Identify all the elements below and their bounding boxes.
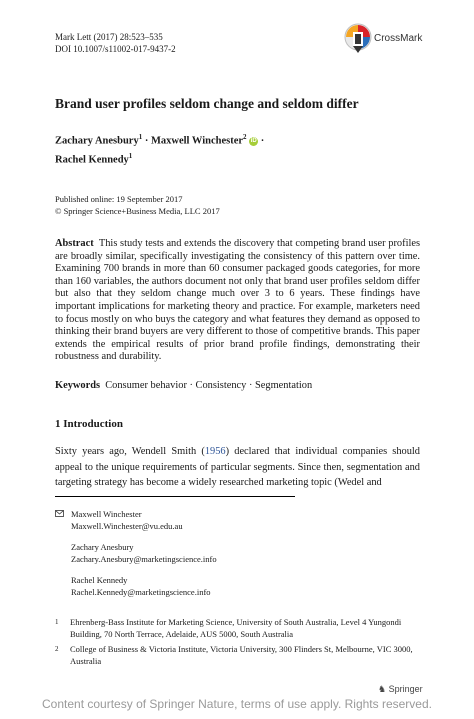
crossmark-label: CrossMark bbox=[374, 33, 423, 44]
affiliation-text: Ehrenberg-Bass Institute for Marketing Science, University of South Australia, Level 4 Yungondi Building, 70 North Terrace, Adelaide, AUS 5000, South Australia bbox=[70, 617, 402, 639]
paper-title: Brand user profiles seldom change and seldom differ bbox=[55, 96, 359, 111]
affiliation-text: College of Business & Victoria Institute, Victoria University, 300 Flinders St, Melbourne, VIC 3000, Australia bbox=[70, 644, 413, 666]
intro-text: Sixty years ago, Wendell Smith ( bbox=[55, 446, 205, 457]
springer-horse-icon: ♞ bbox=[378, 684, 387, 694]
author-name[interactable]: Rachel Kennedy bbox=[55, 154, 129, 165]
contact-list bbox=[71, 509, 217, 608]
author-list: Zachary Anesbury$^1$ · Maxwell Winchester$^2$ iD · Rachel Kennedy$^1$ bbox=[55, 133, 265, 165]
contact-entry bbox=[71, 509, 217, 532]
doi[interactable]: DOI 10.1007/s11002-017-9437-2 bbox=[55, 44, 176, 54]
contact-entry bbox=[71, 575, 217, 598]
publication-meta bbox=[55, 193, 220, 217]
contact-entry bbox=[71, 542, 217, 565]
publisher-name: Springer bbox=[388, 684, 423, 694]
courtesy-watermark: Content courtesy of Springer Nature, terms of use apply. Rights reserved. bbox=[42, 697, 432, 711]
affiliation-number: 1 bbox=[55, 618, 59, 626]
keywords bbox=[55, 380, 312, 391]
contact-email[interactable]: Maxwell.Winchester@vu.edu.au bbox=[71, 520, 183, 531]
copyright: © Springer Science+Business Media, LLC 2017 bbox=[55, 206, 220, 216]
keywords-text: Consumer behavior · Consistency · Segmentation bbox=[105, 380, 313, 391]
published-date: Published online: 19 September 2017 bbox=[55, 194, 183, 204]
author-name[interactable]: Maxwell Winchester bbox=[150, 135, 244, 147]
section-heading: 1 Introduction bbox=[55, 418, 123, 430]
journal-citation-block bbox=[55, 31, 176, 55]
affiliation-entry bbox=[55, 644, 425, 668]
citation-link[interactable]: 1956 bbox=[204, 446, 226, 457]
contact-name: Maxwell Winchester bbox=[71, 509, 142, 519]
affiliation-marker: 1 bbox=[138, 133, 143, 141]
abstract-text: This study tests and extends the discovery that competing brand user profiles are broadly similar, specifically investigating the consistency of this pattern over time. Examining 700 brands in more than 60 consumer packaged goods categories, for more than 160 variables, the authors document not only that brand user profiles seldom differ but also that they seldom change much over 3 to 6 years. These findings have important implications for marketing theory and practice. For example, marketers need to focus mostly on who buys the category and what features they demand as opposed to thinking their brand buyers are very different to those of competitive brands. This paper extends the empirical results of prior brand profile findings, demonstrating their robustness and durability. bbox=[55, 238, 420, 363]
author-name[interactable]: Zachary Anesbury bbox=[55, 135, 139, 147]
orcid-icon[interactable]: iD bbox=[250, 137, 257, 144]
keywords-label: Keywords bbox=[55, 380, 101, 391]
abstract bbox=[55, 238, 420, 364]
envelope-icon bbox=[55, 510, 64, 517]
affiliation-marker: 1 bbox=[128, 151, 133, 160]
publisher-logo bbox=[378, 684, 423, 695]
intro-paragraph bbox=[55, 444, 420, 491]
contact-name: Zachary Anesbury bbox=[71, 542, 134, 552]
affiliation-number: 2 bbox=[55, 645, 59, 653]
journal-citation: Mark Lett (2017) 28:523–535 bbox=[55, 32, 163, 42]
contact-name: Rachel Kennedy bbox=[71, 575, 128, 585]
contact-email[interactable]: Rachel.Kennedy@marketingscience.info bbox=[71, 586, 211, 597]
contact-email[interactable]: Zachary.Anesbury@marketingscience.info bbox=[71, 553, 217, 564]
footnote-divider bbox=[55, 496, 295, 497]
affiliation-marker: 2 bbox=[243, 133, 247, 141]
abstract-label: Abstract bbox=[55, 238, 94, 249]
crossmark-icon bbox=[343, 22, 373, 56]
crossmark-badge[interactable] bbox=[343, 22, 451, 56]
affiliation-entry bbox=[55, 617, 425, 641]
intro-text: ) declared that individual companies should appeal to the unique requirements of particular segments. Since then, segmentation and targeting strategy has become a widely researched marketing topic (Wedel and bbox=[55, 446, 421, 489]
